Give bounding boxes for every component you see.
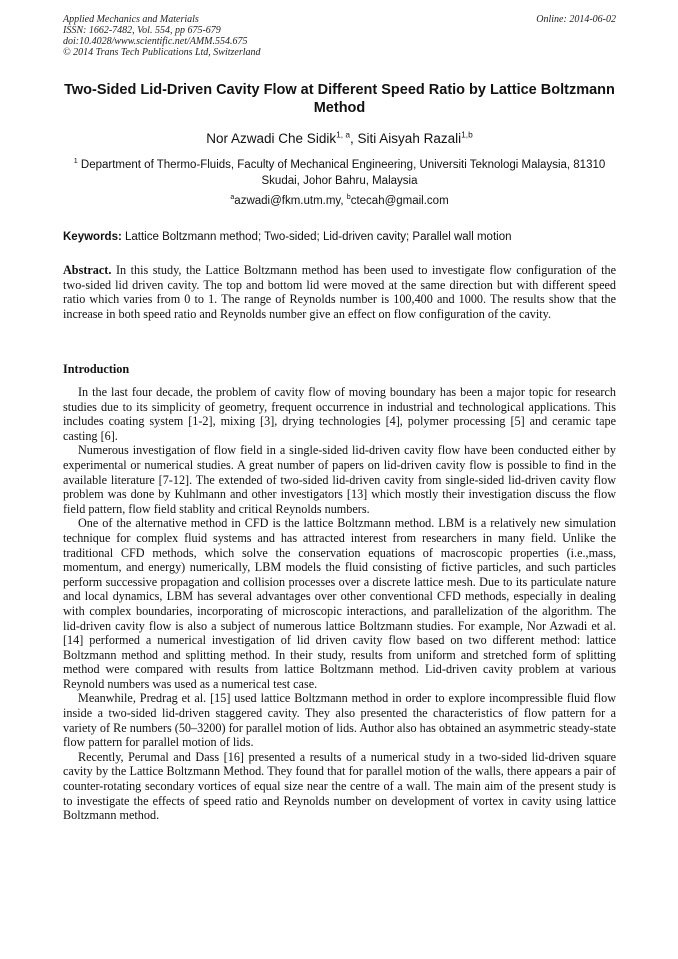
- keywords-text: Lattice Boltzmann method; Two-sided; Lid-driven cavity; Parallel wall motion: [121, 231, 512, 243]
- paper-title: Two-Sided Lid-Driven Cavity Flow at Different Speed Ratio by Lattice Boltzmann Method: [64, 82, 615, 116]
- keywords-label: Keywords:: [63, 231, 122, 243]
- introduction-body: [63, 385, 616, 823]
- author-name: Nor Azwadi Che Sidik: [206, 131, 337, 146]
- online-date: Online: 2014-06-02: [536, 14, 616, 25]
- email-superscript: b: [346, 193, 351, 202]
- journal-copyright: © 2014 Trans Tech Publications Ltd, Switzerland: [63, 47, 261, 58]
- journal-doi: doi:10.4028/www.scientific.net/AMM.554.675: [63, 36, 248, 47]
- journal-header: [63, 14, 616, 58]
- author-list: [63, 130, 616, 148]
- author-emails: [63, 193, 616, 209]
- affiliation: [63, 157, 616, 189]
- author-superscript: 1,b: [461, 129, 473, 140]
- author-superscript: 1, a: [336, 129, 351, 140]
- body-paragraph: In the last four decade, the problem of cavity flow of moving boundary has been a major topic for research studies due to its simplicity of geometry, frequent occurrence in industrial and technological applications. This includes coating system [1-2], mixing [3], drying technologies [4], polymer processing [5] and ceramic tape casting [6].: [63, 385, 616, 443]
- author-name: Siti Aisyah Razali: [357, 131, 462, 146]
- email-separator: ,: [340, 195, 347, 207]
- affiliation-superscript: 1: [73, 157, 78, 166]
- abstract: [63, 263, 616, 321]
- body-paragraph: One of the alternative method in CFD is the lattice Boltzmann method. LBM is a relatively new simulation technique for complex fluid systems and has attracted interest from researchers in many field. Unlike the traditional CFD methods, which solve the conservation equations of macroscopic properties (i.e.,mass, momentum, and energy) numerically, LBM models the fluid consisting of fictive particles, and such particles perform successive propagation and collision processes over a discrete lattice mesh. Due to its particulate nature and local dynamics, LBM has several advantages over other conventional CFD methods, especially in dealing with complex boundaries, incorporating of microscopic interactions, and parallelization of the algorithm. The lid-driven cavity flow is also a subject of numerous lattice Boltzmann studies. For example, Nor Azwadi et al. [14] performed a numerical investigation of lid driven cavity flow based on two different method: lattice Boltzmann method and splitting method. In their study, results from uniform and stretched form of splitting method were compared with results from lattice Boltzmann method. Lid-driven cavity problem at various Reynold numbers was used as a numerical test case.: [63, 516, 616, 691]
- body-paragraph: Numerous investigation of flow field in a single-sided lid-driven cavity flow have been conducted either by experimental or numerical studies. A great number of papers on lid-driven cavity flow is possible to find in the available literature [7-12]. The extended of two-sided lid-driven cavity from single-sided lid-driven cavity flow problem was done by Kuhlmann and other investigators [13] which mostly their investigation discuss the flow field pattern, flow field stablity and critical Reynolds numbers.: [63, 443, 616, 516]
- author-separator: ,: [350, 131, 358, 146]
- email-address: ctecah@gmail.com: [350, 195, 449, 207]
- abstract-text: In this study, the Lattice Boltzmann method has been used to investigate flow configuration of the two-sided lid driven cavity. The top and bottom lid were moved at the same direction but with different speed ratio which varies from 0 to 1. The range of Reynolds number is 100,400 and 1000. The results show that the increase in both speed ratio and Reynolds number give an effect on flow configuration of the cavity.: [63, 263, 616, 321]
- affiliation-text: Department of Thermo-Fluids, Faculty of Mechanical Engineering, Universiti Teknologi Malaysia, 81310 Skudai, Johor Bahru, Malaysia: [80, 159, 606, 187]
- abstract-label: Abstract.: [63, 263, 112, 277]
- email-address: azwadi@fkm.utm.my: [234, 195, 341, 207]
- body-paragraph: Recently, Perumal and Dass [16] presented a results of a numerical study in a two-sided lid-driven square cavity by the Lattice Boltzmann Method. They found that for parallel motion of the walls, there appears a pair of counter-rotating secondary vortices of equal size near the centre of a wall. The main aim of the present study is to investigate the effects of speed ratio and Reynolds number on development of vortex in cavity using lattice Boltzmann method.: [63, 749, 616, 823]
- journal-issn: ISSN: 1662-7482, Vol. 554, pp 675-679: [63, 25, 221, 36]
- email-superscript: a: [230, 193, 235, 202]
- journal-name: Applied Mechanics and Materials: [63, 14, 199, 25]
- section-heading-introduction: Introduction: [63, 362, 130, 376]
- keywords-line: [63, 229, 616, 245]
- abstract-paragraph: [63, 263, 616, 321]
- body-paragraph: Meanwhile, Predrag et al. [15] used lattice Boltzmann method in order to explore incompressible fluid flow inside a two-sided lid-driven staggered cavity. They also presented the characteristics of flow pattern for a variety of Re numbers (50–3200) for parallel motion of lids. Author also has obtained an asymmetric steady-state flow pattern for parallel motion of lids.: [63, 691, 616, 750]
